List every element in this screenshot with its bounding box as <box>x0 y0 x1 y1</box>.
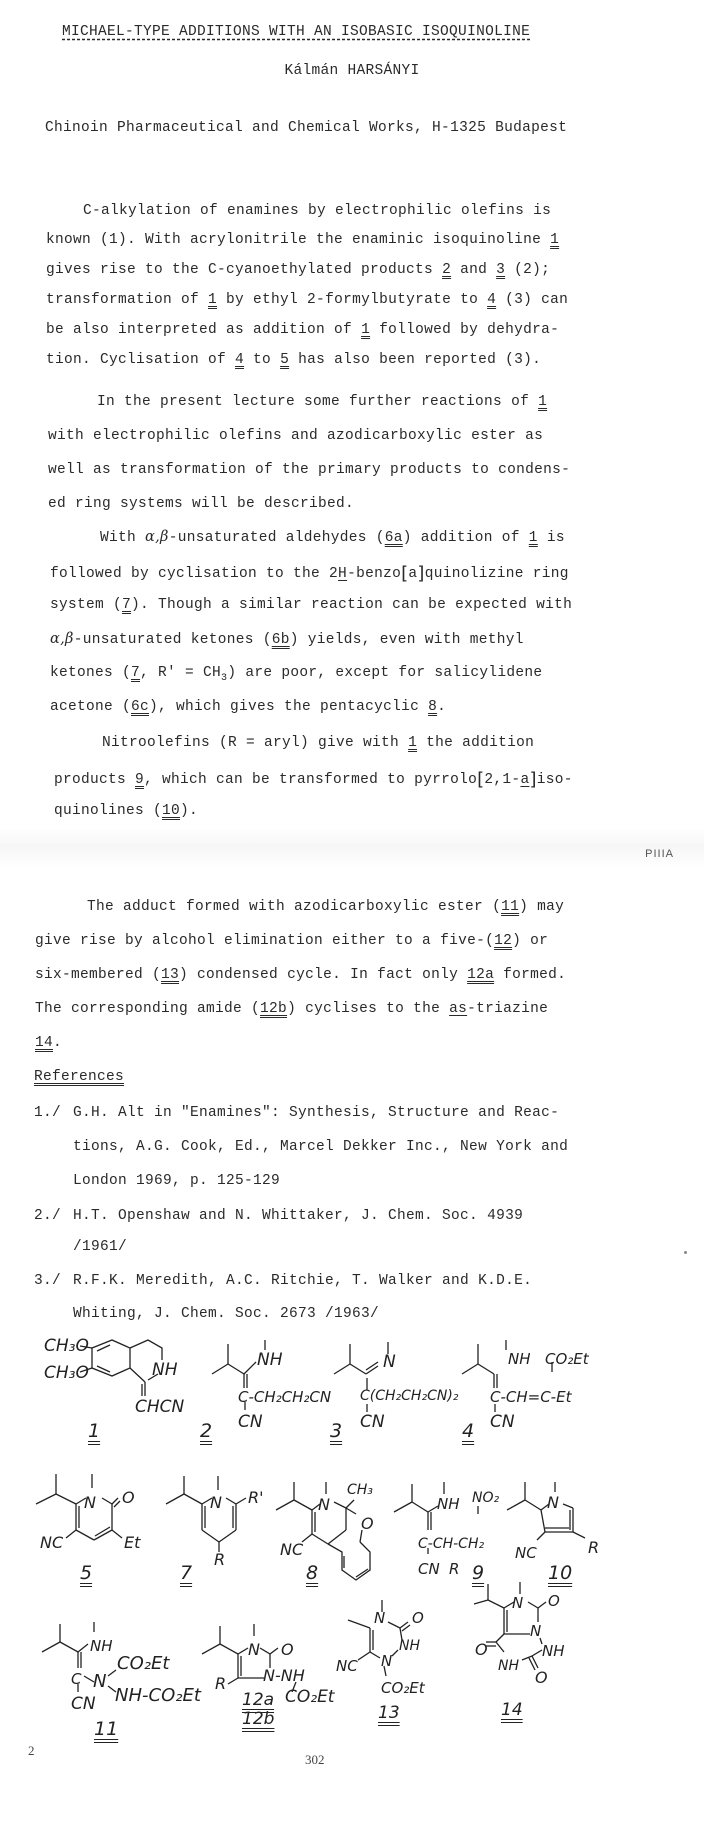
chem-text: CO₂Et <box>285 1687 335 1707</box>
chem-text: Et <box>124 1533 141 1552</box>
chem-text: N <box>318 1495 330 1514</box>
text-span: and <box>451 262 497 278</box>
text-span: . <box>437 699 447 715</box>
chem-text: R' <box>248 1488 264 1507</box>
chem-text: CN <box>418 1560 440 1578</box>
compound-ref: 1 <box>408 735 418 751</box>
footer-left-number: 2 <box>28 1743 35 1758</box>
compound-ref: 14 <box>35 1035 54 1051</box>
compound-ref: 1 <box>538 394 548 410</box>
chem-text: N <box>248 1640 260 1659</box>
text-line <box>54 803 198 819</box>
chem-text: NH <box>437 1495 460 1513</box>
bracket: ] <box>417 563 425 584</box>
text-span: -triazine <box>467 1001 549 1017</box>
text-span: (2); <box>505 262 551 278</box>
chem-text: NO₂ <box>472 1490 500 1506</box>
chem-text: NC <box>515 1544 537 1562</box>
text-span: system ( <box>50 597 123 613</box>
chem-text: C-CH₂CH₂CN <box>238 1388 332 1406</box>
text-span: ) yields, even with methyl <box>289 632 524 648</box>
text-span: ketones ( <box>50 665 132 681</box>
paper-title: MICHAEL-TYPE ADDITIONS WITH AN ISOBASIC ISOQUINOLINE <box>62 24 531 40</box>
text-line: well as transformation of the primary products to condens- <box>48 462 571 478</box>
chem-text: O <box>548 1592 560 1610</box>
bracket: ] <box>529 769 537 790</box>
chem-text: CN <box>360 1412 385 1432</box>
compound-ref: 10 <box>162 803 181 819</box>
text-span: ) or <box>512 933 549 949</box>
text-line <box>50 699 446 715</box>
text-span: , R' = CH <box>140 665 222 681</box>
text-span: , which can be transformed to pyrrolo <box>144 772 478 788</box>
text-line <box>46 322 559 338</box>
reference-line: R.F.K. Meredith, A.C. Ritchie, T. Walker and K.D.E. <box>73 1273 533 1289</box>
chem-text: NH <box>90 1637 113 1655</box>
chem-text: O <box>475 1640 488 1659</box>
reference-number: 2./ <box>34 1208 62 1224</box>
text-span: six-membered ( <box>35 967 162 983</box>
page-join-band <box>0 828 704 868</box>
text-span: (3) can <box>496 292 569 308</box>
chem-text: O <box>361 1514 374 1533</box>
chem-text: NC <box>40 1533 64 1552</box>
compound-label: 12a <box>242 1690 275 1710</box>
text-line <box>46 232 559 248</box>
compound-label: 10 <box>548 1562 573 1584</box>
affiliation: Chinoin Pharmaceutical and Chemical Works, H-1325 Budapest <box>45 120 568 136</box>
text-span: quinolizine ring <box>424 566 569 582</box>
reference-line: G.H. Alt in "Enamines": Synthesis, Structure and Reac- <box>73 1105 560 1121</box>
text-span: tion. Cyclisation of <box>46 352 236 368</box>
compound-ref: 12a <box>467 967 495 983</box>
text-span: as <box>449 1001 468 1017</box>
reference-number: 1./ <box>34 1105 62 1121</box>
chem-text: CN <box>490 1412 515 1432</box>
chem-text: CN <box>238 1412 263 1432</box>
page-marker: PIIIA <box>645 848 674 860</box>
chem-text: O <box>281 1640 294 1659</box>
compound-ref: 6c <box>131 699 150 715</box>
compound-ref: 1 <box>361 322 371 338</box>
text-line <box>35 1001 548 1017</box>
chem-text: NH <box>508 1350 531 1368</box>
compound-ref: 6a <box>384 530 403 546</box>
compound-ref: 3 <box>496 262 506 278</box>
text-span: ), which gives the pentacyclic <box>149 699 429 715</box>
text-span: known (1). With acrylonitrile the enaminic isoquinoline <box>46 232 551 248</box>
text-line <box>46 292 568 308</box>
compound-ref: 12b <box>260 1001 288 1017</box>
chem-text: CO₂Et <box>117 1653 170 1674</box>
compound-label: 14 <box>501 1700 523 1720</box>
text-span: give rise by alcohol elimination either to a five-( <box>35 933 495 949</box>
text-span: gives rise to the C-cyanoethylated products <box>46 262 443 278</box>
compound-label: 13 <box>378 1703 400 1723</box>
text-span: . <box>53 1035 63 1051</box>
text-line <box>50 563 569 584</box>
greek-text: α,β <box>145 529 169 545</box>
references-heading: References <box>34 1069 125 1085</box>
speck <box>684 1251 687 1254</box>
chem-text: N <box>93 1671 107 1692</box>
bracket: [ <box>401 563 409 584</box>
compound-label: 2 <box>200 1420 213 1442</box>
text-span: has also been reported (3). <box>289 352 542 368</box>
structure-2-bonds <box>200 1330 330 1440</box>
structure-5-bonds <box>30 1470 150 1570</box>
chem-text: N <box>84 1493 96 1512</box>
chem-text: CH₃O <box>44 1363 89 1383</box>
text-line <box>35 967 566 983</box>
reference-line: London 1969, p. 125-129 <box>73 1173 281 1189</box>
text-line <box>50 597 572 613</box>
text-span: In the present lecture some further reactions of <box>97 394 539 410</box>
chem-text: NH <box>152 1360 178 1380</box>
structure-8-bonds <box>270 1470 410 1590</box>
text-span: transformation of <box>46 292 209 308</box>
text-span: -benzo <box>347 566 402 582</box>
chem-text: N <box>512 1594 524 1612</box>
reference-line: tions, A.G. Cook, Ed., Marcel Dekker Inc., New York and <box>73 1139 569 1155</box>
chem-text: NH <box>399 1638 420 1654</box>
compound-label: 9 <box>472 1562 485 1584</box>
compound-ref: 7 <box>122 597 132 613</box>
structure-4-bonds <box>460 1330 590 1440</box>
chem-text: CO₂Et <box>381 1679 425 1697</box>
compound-label: 5 <box>80 1562 93 1584</box>
text-span: a <box>408 566 418 582</box>
chem-text: NH-CO₂Et <box>115 1685 201 1706</box>
compound-label: 7 <box>180 1562 193 1584</box>
compound-ref: 6b <box>271 632 290 648</box>
text-line: with electrophilic olefins and azodicarboxylic ester as <box>48 428 544 444</box>
text-span: ) cyclises to the <box>287 1001 450 1017</box>
text-span: 2,1- <box>484 772 521 788</box>
text-span: a <box>520 772 530 788</box>
text-span: With <box>100 530 146 546</box>
compound-label: 8 <box>306 1562 319 1584</box>
text-span: The adduct formed with azodicarboxylic ester ( <box>87 899 502 915</box>
text-span: by ethyl 2-formylbutyrate to <box>217 292 488 308</box>
text-line: ed ring systems will be described. <box>48 496 355 512</box>
text-span: Nitroolefins (R = aryl) give with <box>102 735 409 751</box>
compound-ref: 8 <box>428 699 438 715</box>
text-span: ). <box>180 803 199 819</box>
chem-text: R <box>588 1538 600 1557</box>
compound-ref: 5 <box>280 352 290 368</box>
compound-label: 1 <box>88 1420 101 1442</box>
chem-text: O <box>122 1488 135 1507</box>
text-span: -unsaturated ketones ( <box>73 632 272 648</box>
text-span: ) are poor, except for salicylidene <box>227 665 543 681</box>
text-span: The corresponding amide ( <box>35 1001 261 1017</box>
text-line <box>35 1035 62 1051</box>
compound-label: 11 <box>94 1718 119 1740</box>
chem-text: N <box>381 1652 393 1670</box>
compound-label: 12b <box>242 1709 275 1729</box>
text-span: acetone ( <box>50 699 132 715</box>
compound-ref: 2 <box>442 262 452 278</box>
text-line <box>102 735 534 751</box>
text-line <box>35 933 548 949</box>
chem-text: NC <box>280 1540 304 1559</box>
chem-text: CN <box>71 1694 96 1714</box>
chem-text: CO₂Et <box>545 1350 589 1368</box>
compound-ref: 1 <box>208 292 218 308</box>
text-line <box>87 899 564 915</box>
text-span: H <box>338 566 348 582</box>
structure-3-bonds <box>330 1330 440 1440</box>
chem-text: C(CH₂CH₂CN)₂ <box>360 1388 459 1404</box>
structure-11-bonds <box>36 1620 196 1730</box>
text-line <box>97 394 547 410</box>
text-span: be also interpreted as addition of <box>46 322 362 338</box>
text-line <box>100 529 565 546</box>
compound-ref: 7 <box>131 665 141 681</box>
compound-ref: 4 <box>487 292 497 308</box>
greek-text: α,β <box>50 631 74 647</box>
compound-label: 3 <box>330 1420 343 1442</box>
compound-ref: 1 <box>528 530 538 546</box>
text-line: C-alkylation of enamines by electrophilic olefins is <box>83 203 552 219</box>
text-span: followed by cyclisation to the 2 <box>50 566 339 582</box>
text-span: ) may <box>519 899 565 915</box>
chem-text: N-NH <box>263 1666 305 1685</box>
chem-text: CH₃O <box>44 1336 89 1356</box>
chem-text: N <box>547 1493 559 1512</box>
text-line <box>54 769 573 790</box>
reference-line: Whiting, J. Chem. Soc. 2673 /1963/ <box>73 1306 380 1322</box>
chem-text: C-CH=C-Et <box>490 1388 572 1406</box>
text-line <box>50 665 542 684</box>
text-span: ) addition of <box>402 530 529 546</box>
text-line <box>46 262 550 278</box>
chem-text: NC <box>336 1657 358 1675</box>
compound-ref: 12 <box>494 933 513 949</box>
text-span: iso- <box>536 772 573 788</box>
chem-text: O <box>412 1609 424 1627</box>
text-span: ). Though a similar reaction can be expected with <box>131 597 573 613</box>
text-span: formed. <box>494 967 567 983</box>
chem-text: CHCN <box>135 1397 185 1417</box>
chem-text: N <box>383 1352 396 1372</box>
compound-ref: 11 <box>501 899 520 915</box>
chem-text: O <box>535 1668 548 1687</box>
chem-text: NH <box>542 1642 565 1660</box>
reference-line: /1961/ <box>73 1239 128 1255</box>
chem-text: R <box>449 1560 460 1578</box>
author-name: Kálmán HARSÁNYI <box>284 63 420 79</box>
reference-line: H.T. Openshaw and N. Whittaker, J. Chem. Soc. 4939 <box>73 1208 524 1224</box>
compound-ref: 1 <box>550 232 560 248</box>
chem-text: N <box>374 1609 386 1627</box>
subscript: 3 <box>221 673 228 684</box>
compound-ref: 4 <box>235 352 245 368</box>
chem-text: CH₃ <box>347 1482 373 1498</box>
text-line <box>46 352 541 368</box>
text-span: is <box>537 530 565 546</box>
compound-ref: 9 <box>135 772 145 788</box>
chem-text: R <box>215 1674 227 1693</box>
text-span: quinolines ( <box>54 803 163 819</box>
chem-text: N <box>210 1493 222 1512</box>
text-line <box>50 631 524 648</box>
text-span: products <box>54 772 136 788</box>
chem-text: C-CH-CH₂ <box>418 1536 485 1552</box>
bracket: [ <box>477 769 485 790</box>
chem-text: NH <box>257 1350 283 1370</box>
chem-text: R <box>214 1550 226 1569</box>
chem-text: NH <box>498 1658 519 1674</box>
text-span: the addition <box>417 735 535 751</box>
page-number: 302 <box>305 1752 325 1767</box>
text-span: -unsaturated aldehydes ( <box>168 530 385 546</box>
text-span: to <box>244 352 281 368</box>
chem-text: C <box>71 1670 82 1688</box>
text-span: ) condensed cycle. In fact only <box>179 967 468 983</box>
compound-label: 4 <box>462 1420 475 1442</box>
compound-ref: 13 <box>161 967 180 983</box>
chem-text: N <box>530 1622 542 1640</box>
text-span: followed by dehydra- <box>370 322 560 338</box>
reference-number: 3./ <box>34 1273 62 1289</box>
